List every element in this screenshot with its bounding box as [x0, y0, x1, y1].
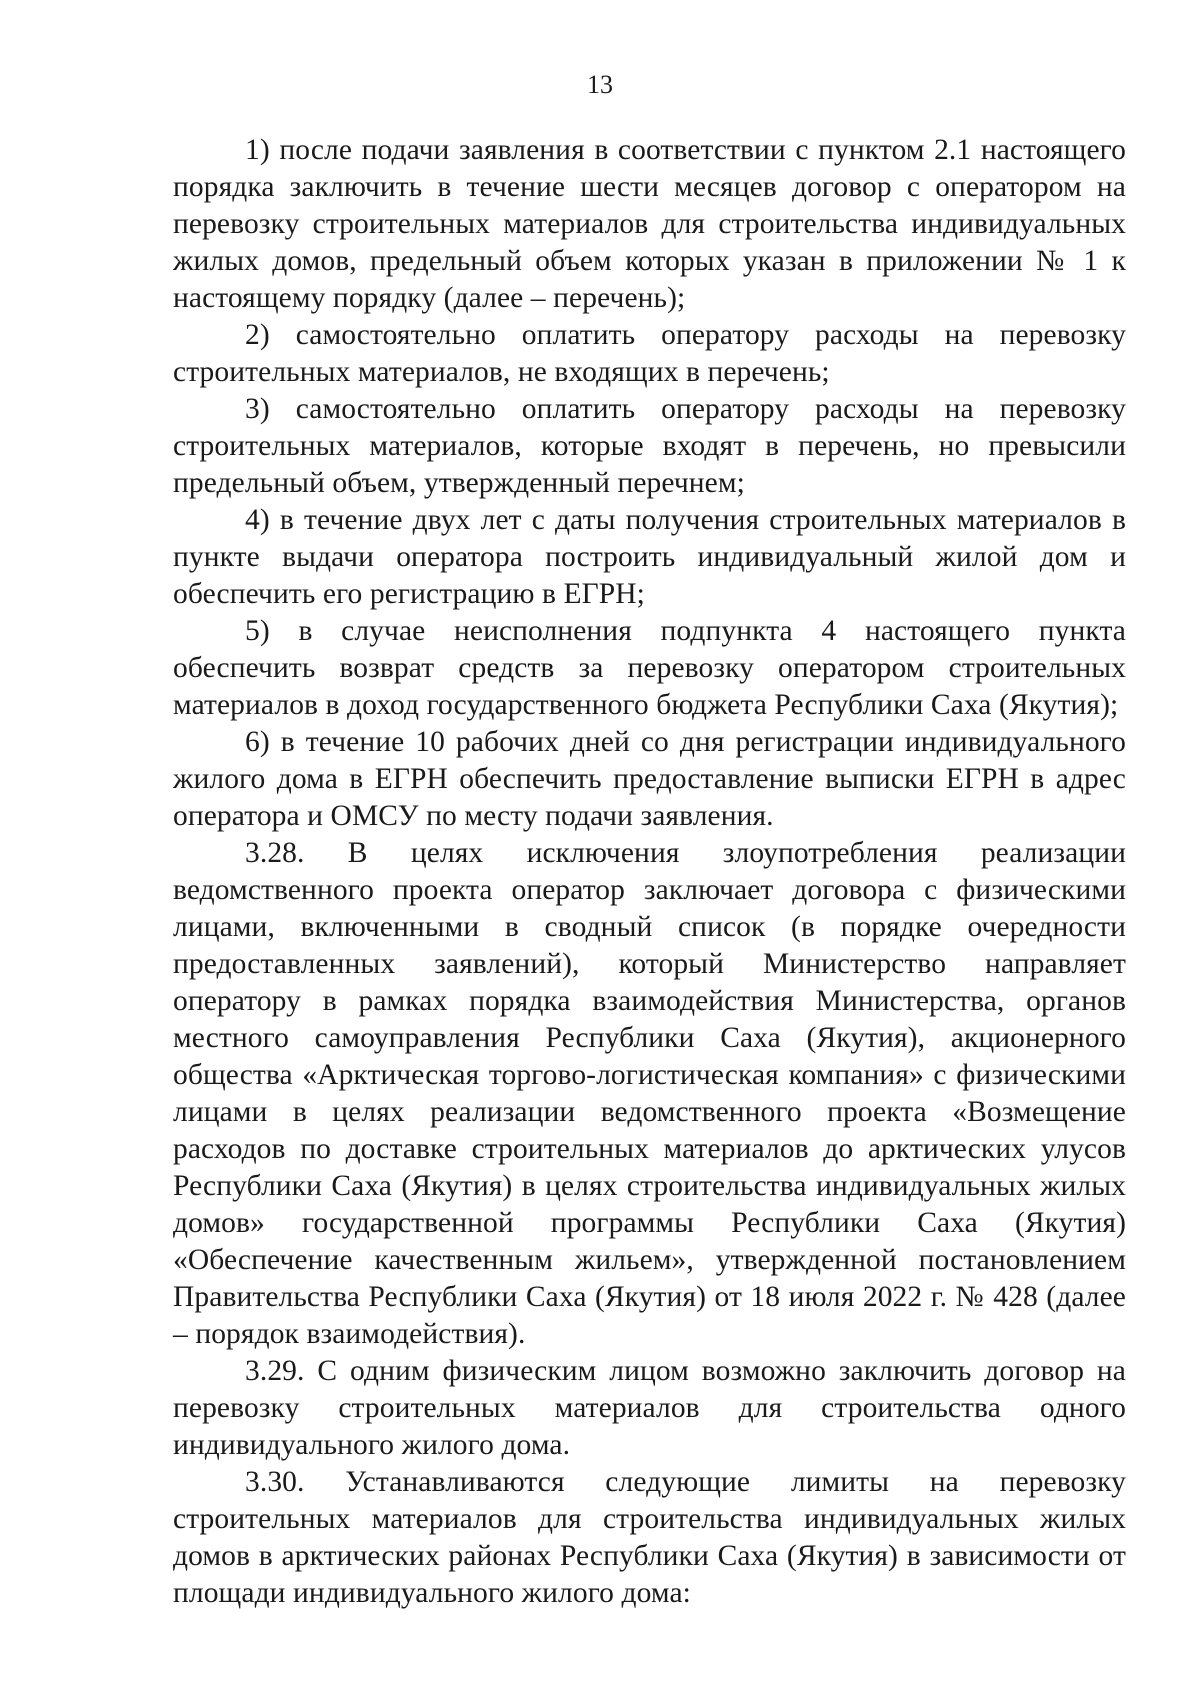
paragraph-item-5: 5) в случае неисполнения подпункта 4 настоящего пункта обеспечить возврат средств за перевозку оператором строительных материалов в доход государственного бюджета Республики Саха (Якутия);: [173, 615, 1126, 721]
paragraph-3-28: 3.28. В целях исключения злоупотребления реализации ведомственного проекта оператор заключает договора с физическими лицами, включенными в сводный список (в порядке очередности предоставленных заявлений), который Министерство направляет оператору в рамках порядка взаимодействия Министерства, органов местного самоуправления Республики Саха (Якутия), акционерного общества «Арктическая торгово-логистическая компания» с физическими лицами в целях реализации ведомственного проекта «Возмещение расходов по доставке строительных материалов до арктических улусов Республики Саха (Якутия) в целях строительства индивидуальных жилых домов» государственной программы Республики Саха (Якутия) «Обеспечение качественным жильем», утвержденной постановлением Правительства Республики Саха (Якутия) от 18 июля 2022 г. № 428 (далее – порядок взаимодействия).: [173, 837, 1126, 1350]
paragraph-item-2: 2) самостоятельно оплатить оператору расходы на перевозку строительных материалов, не входящих в перечень;: [173, 319, 1126, 388]
paragraph-item-4: 4) в течение двух лет с даты получения строительных материалов в пункте выдачи оператора построить индивидуальный жилой дом и обеспечить его регистрацию в ЕГРН;: [173, 504, 1126, 610]
paragraph-item-1: 1) после подачи заявления в соответствии с пунктом 2.1 настоящего порядка заключить в течение шести месяцев договор с оператором на перевозку строительных материалов для строительства индивидуальных жилых домов, предельный объем которых указан в приложении № 1 к настоящему порядку (далее – перечень);: [173, 134, 1126, 314]
page-number: 13: [587, 70, 613, 99]
paragraph-item-6: 6) в течение 10 рабочих дней со дня регистрации индивидуального жилого дома в ЕГРН обеспечить предоставление выписки ЕГРН в адрес оператора и ОМСУ по месту подачи заявления.: [173, 726, 1126, 832]
paragraph-item-3: 3) самостоятельно оплатить оператору расходы на перевозку строительных материалов, которые входят в перечень, но превысили предельный объем, утвержденный перечнем;: [173, 393, 1126, 499]
paragraph-3-30: 3.30. Устанавливаются следующие лимиты на перевозку строительных материалов для строительства индивидуальных жилых домов в арктических районах Республики Саха (Якутия) в зависимости от площади индивидуального жилого дома:: [173, 1466, 1126, 1609]
document-body: [173, 132, 1126, 1612]
paragraph-3-29: 3.29. С одним физическим лицом возможно заключить договор на перевозку строительных материалов для строительства одного индивидуального жилого дома.: [173, 1355, 1126, 1461]
